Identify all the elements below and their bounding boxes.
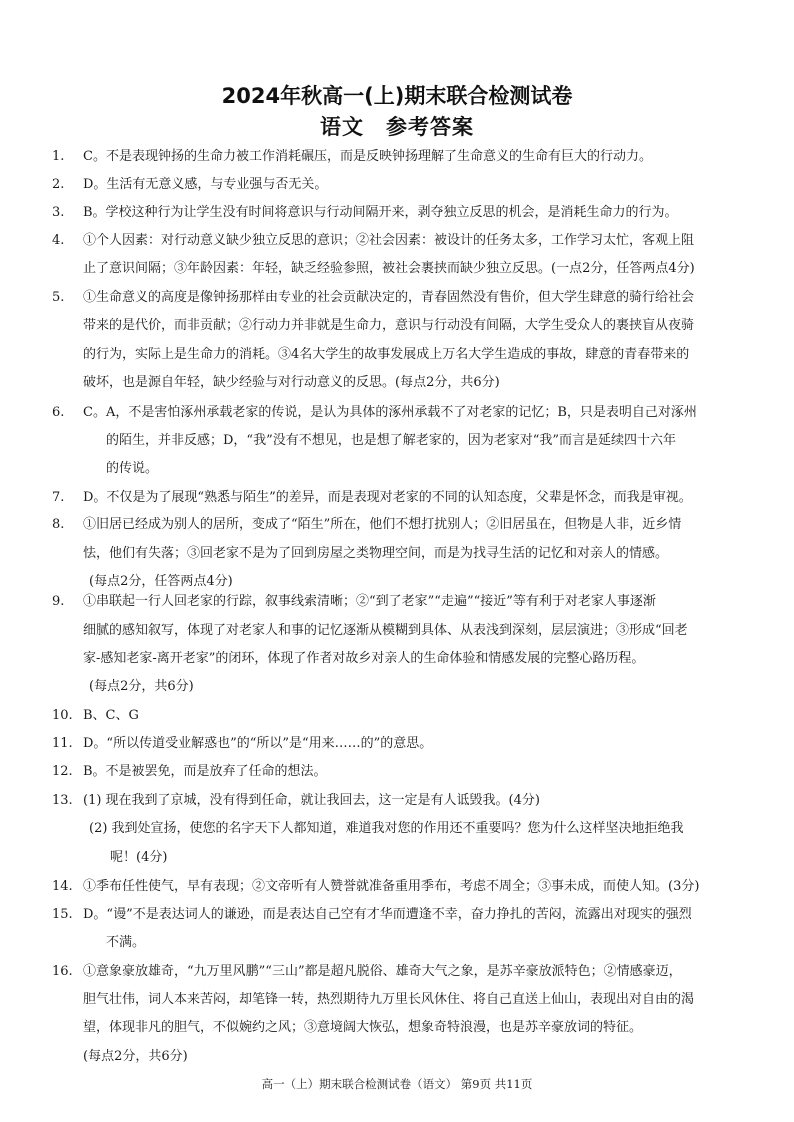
answer-text: 的陌生，并非反感；D，“我”没有不想见，也是想了解老家的，因为老家对“我”而言是延续四十六年 <box>106 433 677 448</box>
answer-text: D。“所以传道受业解惑也”的“所以”是“用来……的”的意思。 <box>83 736 433 751</box>
answer-line <box>0 647 794 671</box>
answer-number: 5. <box>52 290 65 305</box>
answer-line <box>0 371 794 395</box>
answer-text: B、C、G <box>83 708 139 723</box>
answer-line <box>0 931 794 955</box>
page-footer: 高一（上）期末联合检测试卷（语文） 第9页 共11页 <box>261 1077 533 1091</box>
answer-text: 家-感知老家-离开老家”的闭环，体现了作者对故乡对亲人的生命体验和情感发展的完整心路历程。 <box>83 651 645 666</box>
answer-text: C。A，不是害怕涿州承载老家的传说，是认为具体的涿州承载不了对老家的记忆；B，只是表明自己对涿州 <box>83 405 697 420</box>
answer-text: C。不是表现钟扬的生命力被工作消耗碾压，而是反映钟扬理解了生命意义的生命有巨大的行动力。 <box>83 149 652 164</box>
answer-text: ①旧居已经成为别人的居所，变成了“陌生”所在，他们不想打扰别人；②旧居虽在，但物是人非，近乡情 <box>83 517 682 532</box>
answer-line <box>0 619 794 643</box>
answer-text: 破坏，也是源自年轻，缺少经验与对行动意义的反思。(每点2分，共6分) <box>83 375 500 390</box>
answer-line <box>0 229 794 253</box>
answer-line <box>0 257 794 281</box>
answer-line <box>0 201 794 225</box>
answer-number: 8. <box>52 517 65 532</box>
answer-number: 10. <box>52 708 73 723</box>
answer-line <box>0 590 794 614</box>
answer-line <box>0 789 794 813</box>
answer-text: 不满。 <box>106 935 146 950</box>
answer-line <box>0 960 794 984</box>
answer-line <box>0 542 794 566</box>
answer-line <box>0 704 794 728</box>
answer-text: ①生命意义的高度是像钟扬那样由专业的社会贡献决定的，青春固然没有售价，但大学生肆意的骑行给社会 <box>83 290 695 305</box>
answer-text: 带来的是代价，而非贡献；②行动力并非就是生命力，意识与行动没有间隔，大学生受众人的裹挟盲从夜骑 <box>83 318 695 333</box>
answer-text: 胆气壮伟，词人本来苦闷，却笔锋一转，热烈期待九万里长风休住、将自己直送上仙山，表现出对自由的渴 <box>83 992 695 1007</box>
answer-number: 16. <box>52 964 73 979</box>
answer-text: 望，体现非凡的胆气，不似婉约之风；③意境阔大恢弘，想象奇特浪漫，也是苏辛豪放词的特征。 <box>83 1020 643 1035</box>
answer-text: ①个人因素：对行动意义缺少独立反思的意识；②社会因素：被设计的任务太多，工作学习太忙，客观上阻 <box>83 233 695 248</box>
answer-line <box>0 875 794 899</box>
answer-number: 11. <box>52 736 73 751</box>
answer-line <box>0 486 794 510</box>
answer-text: ①季布任性使气，早有表现；②文帝听有人赞誉就准备重用季布，考虑不周全；③事未成，而使人知。(3分) <box>83 879 700 894</box>
answer-text: D。“谩”不是表达词人的谦逊，而是表达自己空有才华而遭逢不幸，奋力挣扎的苦闷，流露出对现实的强烈 <box>83 907 692 922</box>
answer-text: 怯，他们有失落；③回老家不是为了回到房屋之类物理空间，而是为找寻生活的记忆和对亲人的情感。 <box>83 546 669 561</box>
answer-number: 2. <box>52 177 65 192</box>
answer-text: ①意象豪放雄奇，“九万里风鹏”“三山”都是超凡脱俗、雄奇大气之象，是苏辛豪放派特色；②情感豪迈， <box>83 964 682 979</box>
answer-line <box>0 846 794 870</box>
answer-key-label: 参考答案 <box>386 115 474 139</box>
subject-label: 语文 <box>320 115 364 139</box>
answer-text: (每点2分，共6分) <box>83 1049 188 1064</box>
page-title: 2024年秋高一(上)期末联合检测试卷 <box>221 84 573 108</box>
answer-text: 的行为，实际上是生命力的消耗。③4名大学生的故事发展成上万名大学生造成的事故，肆意的青春带来的 <box>83 347 690 362</box>
answer-text: 呢！(4分) <box>110 850 168 865</box>
answer-line <box>0 457 794 481</box>
answer-line <box>0 173 794 197</box>
answer-line <box>0 401 794 425</box>
answer-number: 3. <box>52 205 65 220</box>
answer-text: (1) 现在我到了京城，没有得到任命，就让我回去，这一定是有人诋毁我。(4分) <box>83 793 540 808</box>
answer-number: 6. <box>52 405 65 420</box>
answer-text: ①串联起一行人回老家的行踪，叙事线索清晰；②“到了老家”“走遍”“接近”等有利于对老家人事逐渐 <box>83 594 656 609</box>
answer-text: 细腻的感知叙写，体现了对老家人和事的记忆逐渐从模糊到具体、从表浅到深刻，层层演进；③形成“回老 <box>83 623 688 638</box>
answer-line <box>0 429 794 453</box>
answer-number: 9. <box>52 594 65 609</box>
answer-number: 14. <box>52 879 73 894</box>
answer-line <box>0 343 794 367</box>
answer-text: (每点2分，共6分) <box>89 679 194 694</box>
answer-text: (每点2分，任答两点4分) <box>89 574 233 589</box>
answer-text: 止了意识间隔；③年龄因素：年轻，缺乏经验参照，被社会裹挟而缺少独立反思。(一点2分，任答两点4分) <box>83 261 695 276</box>
answer-line <box>0 903 794 927</box>
answer-number: 12. <box>52 764 73 779</box>
answer-line <box>0 988 794 1012</box>
answer-line <box>0 314 794 338</box>
page-subtitle <box>0 111 794 141</box>
answer-line <box>0 817 794 841</box>
answer-line <box>0 145 794 169</box>
answer-text: B。学校这种行为让学生没有时间将意识与行动间隔开来，剥夺独立反思的机会，是消耗生命力的行为。 <box>83 205 678 220</box>
answer-line <box>0 1016 794 1040</box>
answer-text: B。不是被罢免，而是放弃了任命的想法。 <box>83 764 327 779</box>
answer-text: 的传说。 <box>106 461 159 476</box>
answer-number: 15. <box>52 907 73 922</box>
answer-line <box>0 760 794 784</box>
answer-line <box>0 286 794 310</box>
answer-line <box>0 513 794 537</box>
answer-text: D。生活有无意义感，与专业强与否无关。 <box>83 177 328 192</box>
answer-text: D。不仅是为了展现“熟悉与陌生”的差异，而是表现对老家的不同的认知态度，父辈是怀念，而我是审视。 <box>83 490 692 505</box>
answer-number: 7. <box>52 490 65 505</box>
answer-line <box>0 675 794 699</box>
answer-line <box>0 732 794 756</box>
answer-number: 13. <box>52 793 73 808</box>
answer-number: 1. <box>52 149 65 164</box>
answer-line <box>0 1045 794 1069</box>
answer-number: 4. <box>52 233 65 248</box>
answer-text: (2) 我到处宣扬，使您的名字天下人都知道，难道我对您的作用还不重要吗？您为什么这样坚决地拒绝我 <box>89 821 684 836</box>
